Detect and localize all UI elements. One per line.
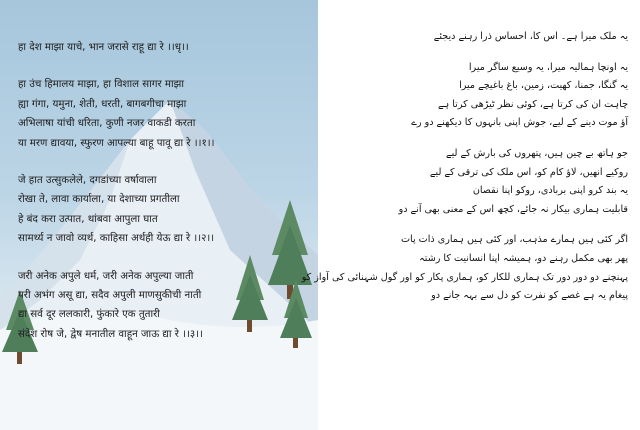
poem-stanza-1 bbox=[18, 75, 314, 153]
poem-line: द्या सर्व दूर ललकारी, फुंकारे एक तुतारी bbox=[18, 309, 160, 321]
poem-line: हे बंद करा उत्पात, थांबवा आपुला घात bbox=[18, 213, 158, 225]
poem-line: रोखा ते, लावा कार्याला, या देशाच्या प्रगतीला bbox=[18, 194, 180, 206]
marathi-poem-text bbox=[18, 38, 314, 362]
translation-line: پیغام یہ ہے غصے کو نفرت کو دل سے بہہ جانے دو bbox=[431, 290, 628, 302]
translation-line: یہ ملک میرا ہے۔ اس کا، احساس ذرا رہنے دیجئے bbox=[433, 31, 628, 42]
poem-line: जे हात उत्सुकलेले, दगडांच्या वर्षावाला bbox=[18, 175, 157, 187]
translation-stanza-1 bbox=[328, 59, 628, 133]
translation-line: یہ اونچا ہمالیہ میرا، یہ وسیع ساگر میرا bbox=[468, 61, 628, 73]
poem-refrain bbox=[18, 38, 314, 57]
poem-line: अभिलाषा यांची धरिता, कुणी नजर वाकडी करता bbox=[18, 118, 196, 130]
poem-line: संदेश रोष जे, द्वेष मनातील वाहून जाऊ द्या रे ।।३।। bbox=[18, 328, 203, 340]
translation-line: قابلیت ہماری بیکار نہ جائے، کچھ اس کے معنی بھی آنے دو bbox=[398, 203, 628, 215]
marathi-poem-panel bbox=[0, 0, 318, 430]
translation-line: اگر کئی ہیں ہمارے مذہب، اور کئی ہیں ہماری ذات پات bbox=[401, 234, 628, 246]
translation-line: پہنچنے دو دور دور تک ہماری للکار کو، ہماری پکار کو اور گول شہنائی کی آواز کو bbox=[301, 271, 628, 283]
translation-line: جو ہاتھ بے چین ہیں، پتھروں کی بارش کے لیے bbox=[445, 147, 628, 159]
translation-line: یہ بند کرو اپنی بربادی، روکو اپنا نقصان bbox=[472, 185, 628, 197]
poem-line: हा देश माझा याचे, भान जरासे राहू द्या रे ।।धृ।। bbox=[18, 42, 189, 53]
translation-line: چاہت ان کی کرتا ہے، کوئی نظر ٹیڑھی کرتا ہے bbox=[437, 98, 628, 110]
urdu-translation-text bbox=[301, 28, 628, 318]
translation-stanza-2 bbox=[328, 145, 628, 219]
translation-line: پھر بھی مکمل رہنے دو، ہمیشہ اپنا انسانیت کا رشتہ bbox=[419, 252, 628, 264]
poem-stanza-2 bbox=[18, 171, 314, 249]
translation-stanza-3 bbox=[301, 231, 628, 305]
urdu-translation-panel bbox=[301, 0, 640, 430]
poem-line: ह्या गंगा, यमुना, शेती, धरती, बागबगीचा माझा bbox=[18, 98, 187, 110]
translation-line: روکیے انھیں، لاؤ کام کو، اس ملک کی ترقی کے لیے bbox=[429, 166, 628, 178]
poem-line: या मरण द्यावया, स्फुरण आपल्या बाहू पावू द्या रे ।।१।। bbox=[18, 137, 215, 149]
poem-line: जरी अनेक अपुले धर्म, जरी अनेक अपुल्या जाती bbox=[18, 270, 194, 282]
poem-line: हा उंच हिमालय माझा, हा विशाल सागर माझा bbox=[18, 79, 184, 91]
poem-line: परी अभंग असू द्या, सदैव अपुली माणसुकीची नाती bbox=[18, 290, 202, 302]
translation-line: آؤ موت دینے کے لیے، جوش اپنی بانہوں کا دیکھنے دو رے bbox=[411, 117, 628, 129]
translation-refrain bbox=[328, 28, 628, 47]
poem-line: सामर्थ्य न जावो व्यर्थ, काहिसा अर्थही येऊ द्या रे ।।२।। bbox=[18, 233, 215, 245]
poem-stanza-3 bbox=[18, 267, 314, 345]
translation-line: یہ گنگا، جمنا، کھیت، زمین، باغ باغیچے میرا bbox=[459, 80, 628, 92]
